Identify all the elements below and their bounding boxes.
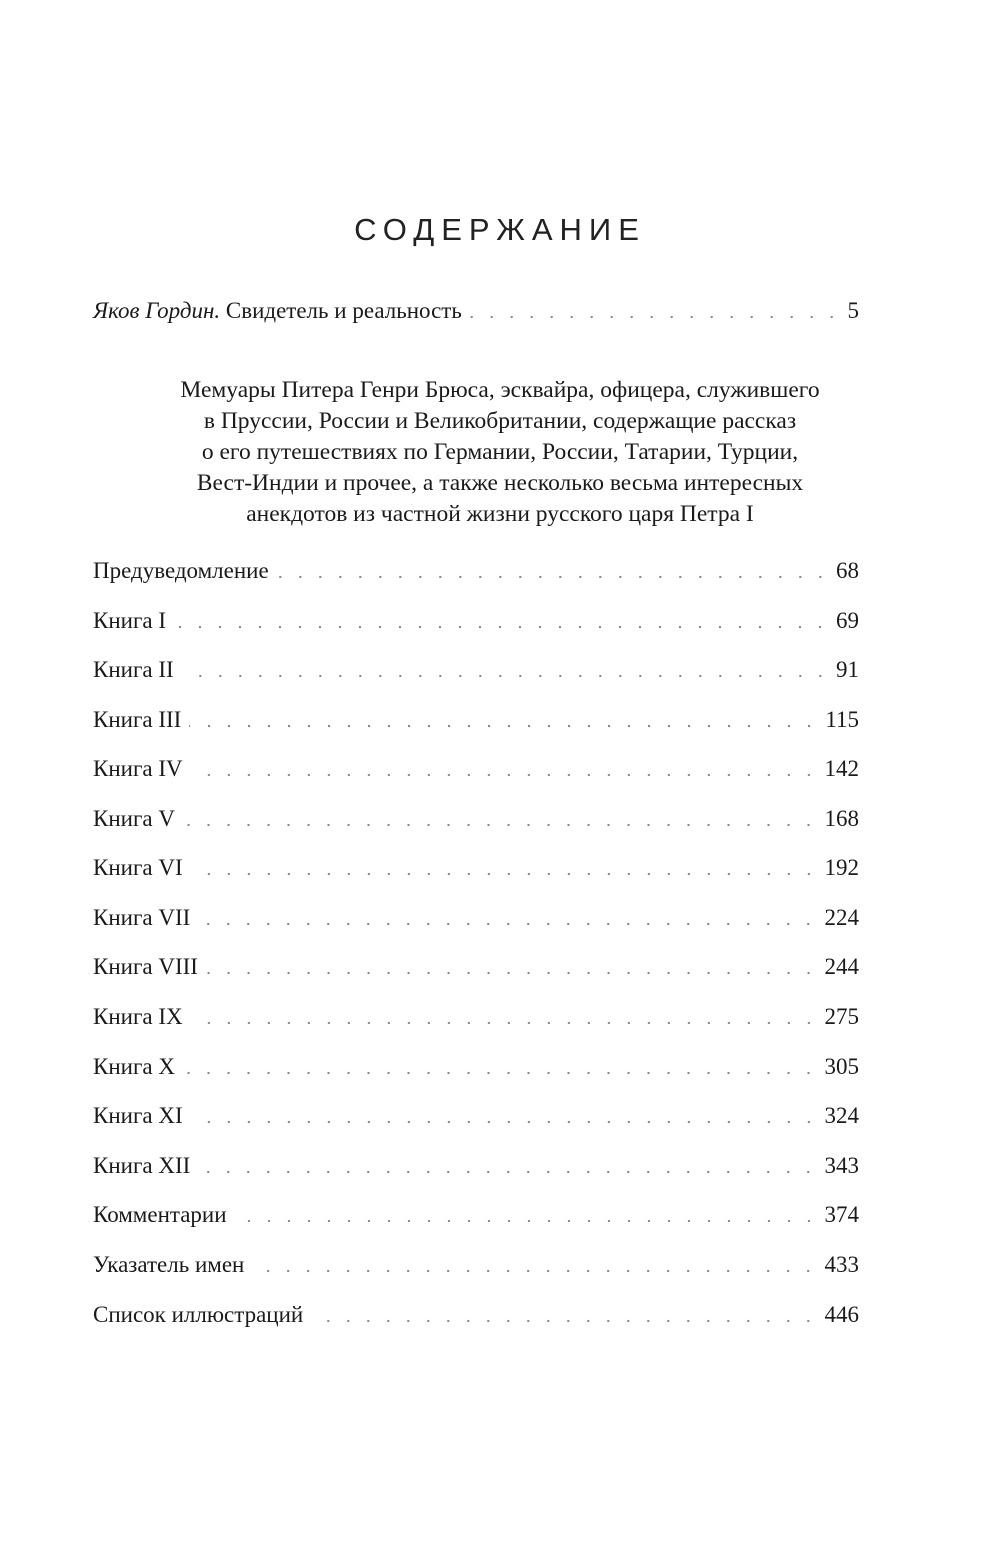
toc-entry-label: Комментарии	[93, 1202, 227, 1227]
dot-leader	[191, 1021, 819, 1025]
dot-leader	[191, 872, 819, 876]
toc-entry-page: 305	[824, 1054, 859, 1079]
toc-entry-page: 69	[836, 608, 859, 633]
toc-entry-page: 91	[836, 657, 859, 682]
toc-entry-label: Книга II	[93, 657, 174, 682]
toc-entry[interactable]	[93, 901, 859, 935]
toc-entry-title: Свидетель и реальность	[225, 298, 462, 323]
toc-entry-page: 374	[824, 1202, 859, 1227]
toc-entry-page: 142	[824, 756, 859, 781]
toc-entry-page: 68	[836, 558, 859, 583]
toc-entry[interactable]	[93, 1298, 859, 1332]
toc-entry[interactable]	[93, 802, 859, 836]
toc-entry-label: Книга VIII	[93, 954, 198, 979]
toc-entry-page: 192	[824, 855, 859, 880]
toc-entry-page: 343	[824, 1153, 859, 1178]
memoir-section-title	[93, 375, 907, 530]
toc-entry-page: 244	[824, 954, 859, 979]
toc-entry-page: 224	[824, 905, 859, 930]
toc-entry[interactable]	[93, 851, 859, 885]
memoir-title-line: в Пруссии, России и Великобритании, содержащие рассказ	[203, 408, 797, 434]
toc-entry-page: 446	[824, 1302, 859, 1327]
toc-entry-label: Книга I	[93, 608, 167, 633]
toc-entry-page: 433	[824, 1252, 859, 1277]
dot-leader	[189, 724, 819, 728]
toc-entry[interactable]	[93, 1099, 859, 1133]
memoir-title-line: о его путешествиях по Германии, России, Татарии, Турции,	[201, 439, 799, 465]
toc-entry-intro[interactable]	[93, 294, 859, 328]
toc-entry-author: Яков Гордин.	[93, 298, 221, 323]
toc-entry-label: Список иллюстраций	[93, 1302, 304, 1327]
toc-entry[interactable]	[93, 1050, 859, 1084]
toc-entry-label: Книга IX	[93, 1004, 183, 1029]
memoir-title-line: Вест-Индии и прочее, а также несколько весьма интересных	[196, 470, 804, 496]
toc-entry[interactable]	[93, 950, 859, 984]
toc-entry-page: 275	[824, 1004, 859, 1029]
toc-entry-label: Указатель имен	[93, 1252, 245, 1277]
toc-entry[interactable]	[93, 604, 859, 638]
dot-leader	[183, 1071, 819, 1075]
toc-entry-page: 5	[847, 298, 859, 323]
toc-entry[interactable]	[93, 703, 859, 737]
memoir-title-line: Мемуары Питера Генри Брюса, эсквайра, офицера, служившего	[180, 377, 820, 403]
dot-leader	[252, 1269, 818, 1273]
dot-leader	[311, 1319, 818, 1323]
toc-entry[interactable]	[93, 1198, 859, 1232]
dot-leader	[182, 674, 830, 678]
dot-leader	[470, 315, 842, 319]
toc-entry-page: 168	[824, 806, 859, 831]
toc-entry-label	[93, 294, 462, 328]
dot-leader	[183, 823, 819, 827]
toc-entry-page: 115	[825, 707, 859, 732]
toc-entry-label: Книга III	[93, 707, 182, 732]
toc-entry-label: Предуведомление	[93, 558, 269, 583]
memoir-title-line: анекдотов из частной жизни русского царя Петра I	[246, 501, 754, 527]
dot-leader	[198, 922, 818, 926]
toc-entry-label: Книга V	[93, 806, 175, 831]
toc-entry[interactable]	[93, 1248, 859, 1282]
toc-entry-page: 324	[824, 1103, 859, 1128]
toc-entry-label: Книга X	[93, 1054, 175, 1079]
dot-leader	[235, 1219, 819, 1223]
dot-leader	[206, 971, 819, 975]
dot-leader	[191, 773, 819, 777]
page-title: СОДЕРЖАНИЕ	[354, 212, 646, 247]
toc-entry-label: Книга XI	[93, 1103, 183, 1128]
dot-leader	[174, 625, 830, 629]
toc-entry[interactable]	[93, 752, 859, 786]
dot-leader	[198, 1170, 818, 1174]
toc-entry-label: Книга VI	[93, 855, 183, 880]
toc-entry[interactable]	[93, 1000, 859, 1034]
toc-entry-label: Книга IV	[93, 756, 183, 781]
dot-leader	[191, 1120, 819, 1124]
toc-entry[interactable]	[93, 1149, 859, 1183]
toc-entry-label: Книга XII	[93, 1153, 191, 1178]
toc-entry[interactable]	[93, 554, 859, 588]
dot-leader	[277, 575, 830, 579]
toc-entry[interactable]	[93, 653, 859, 687]
toc-entry-label: Книга VII	[93, 905, 191, 930]
